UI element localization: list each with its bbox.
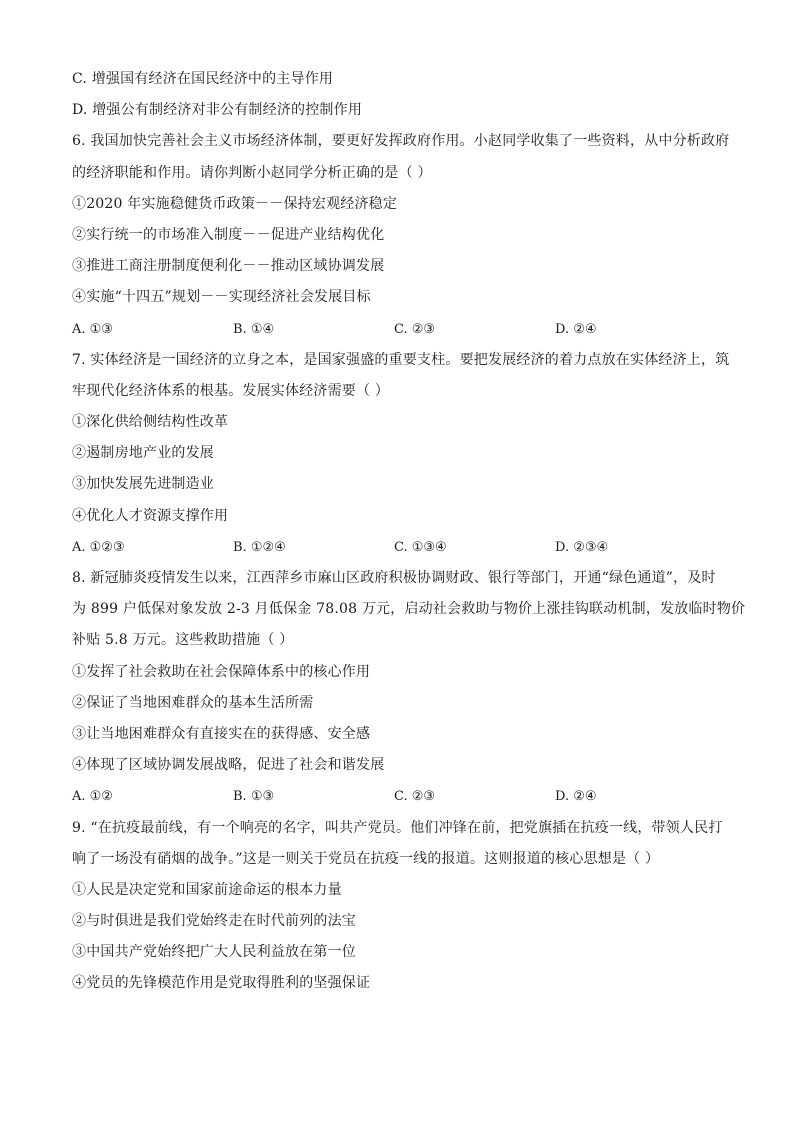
q8-item-1: ①发挥了社会救助在社会保障体系中的核心作用 <box>72 663 371 680</box>
q7-option-a: A. ①②③ <box>72 539 125 555</box>
q8-option-b: B. ①③ <box>233 789 275 805</box>
q8-item-4: ④体现了区域协调发展战略，促进了社会和谐发展 <box>72 757 385 774</box>
q8-option-a: A. ①② <box>72 789 113 805</box>
q6-option-a: A. ①③ <box>72 321 113 337</box>
q9-item-3: ③中国共产党始终把广大人民利益放在第一位 <box>72 944 356 961</box>
q8-item-3: ③让当地困难群众有直接实在的获得感、安全感 <box>72 725 371 742</box>
q5-option-c: C. 增强国有经济在国民经济中的主导作用 <box>72 71 334 87</box>
q9-item-1: ①人民是决定党和国家前途命运的根本力量 <box>72 881 342 898</box>
q6-stem-line-2: 的经济职能和作用。请你判断小赵同学分析正确的是（ ） <box>72 164 432 181</box>
q7-option-b: B. ①②④ <box>233 539 286 555</box>
q7-item-4: ④优化人才资源支撑作用 <box>72 507 229 524</box>
q9-item-4: ④党员的先锋模范作用是党取得胜利的坚强保证 <box>72 975 371 992</box>
q8-stem-line-3: 补贴 5.8 万元。这些救助措施（ ） <box>72 632 294 649</box>
q5-option-d: D. 增强公有制经济对非公有制经济的控制作用 <box>72 102 363 119</box>
q6-item-4: ④实施“十四五”规划－－实现经济社会发展目标 <box>72 289 371 306</box>
q6-option-b: B. ①④ <box>233 321 275 337</box>
q7-stem-line-2: 牢现代化经济体系的根基。发展实体经济需要（ ） <box>72 382 390 399</box>
q6-option-c: C. ②③ <box>394 321 436 337</box>
q7-option-d: D. ②③④ <box>555 539 609 555</box>
q6-options <box>72 314 732 345</box>
q7-options <box>72 532 732 563</box>
q8-option-c: C. ②③ <box>394 789 436 805</box>
q8-stem-line-1: 8. 新冠肺炎疫情发生以来，江西萍乡市麻山区政府积极协调财政、银行等部门，开通“绿色通道”，及时 <box>72 570 716 586</box>
q9-stem-line-2: 响了一场没有硝烟的战争。”这是一则关于党员在抗疫一线的报道。这则报道的核心思想是（ ） <box>72 850 660 867</box>
q6-item-3: ③推进工商注册制度便利化－－推动区域协调发展 <box>72 258 385 275</box>
q7-option-c: C. ①③④ <box>394 539 447 555</box>
q7-stem-line-1: 7. 实体经济是一国经济的立身之本，是国家强盛的重要支柱。要把发展经济的着力点放在实体经济上，筑 <box>72 351 730 368</box>
q6-item-1: ①2020 年实施稳健货币政策－－保持宏观经济稳定 <box>72 195 398 212</box>
q6-stem-line-1: 6. 我国加快完善社会主义市场经济体制，要更好发挥政府作用。小赵同学收集了一些资料，从中分析政府 <box>72 133 730 150</box>
exam-page <box>72 64 746 1000</box>
q8-option-d: D. ②④ <box>555 789 597 805</box>
q9-item-2: ②与时俱进是我们党始终走在时代前列的法宝 <box>72 913 356 930</box>
q8-stem-line-2: 为 899 户低保对象发放 2-3 月低保金 78.08 万元，启动社会救助与物价上涨挂钩联动机制，发放临时物价 <box>72 601 746 618</box>
q8-item-2: ②保证了当地困难群众的基本生活所需 <box>72 694 314 711</box>
q7-item-2: ②遏制房地产业的发展 <box>72 445 214 462</box>
q7-item-3: ③加快发展先进制造业 <box>72 476 214 493</box>
q9-stem-line-1: 9. “在抗疫最前线，有一个响亮的名字，叫共产党员。他们冲锋在前，把党旗插在抗疫一线，带领人民打 <box>72 819 723 836</box>
q6-item-2: ②实行统一的市场准入制度－－促进产业结构优化 <box>72 226 385 243</box>
q6-option-d: D. ②④ <box>555 321 597 337</box>
q8-options <box>72 781 732 812</box>
q7-item-1: ①深化供给侧结构性改革 <box>72 414 229 431</box>
